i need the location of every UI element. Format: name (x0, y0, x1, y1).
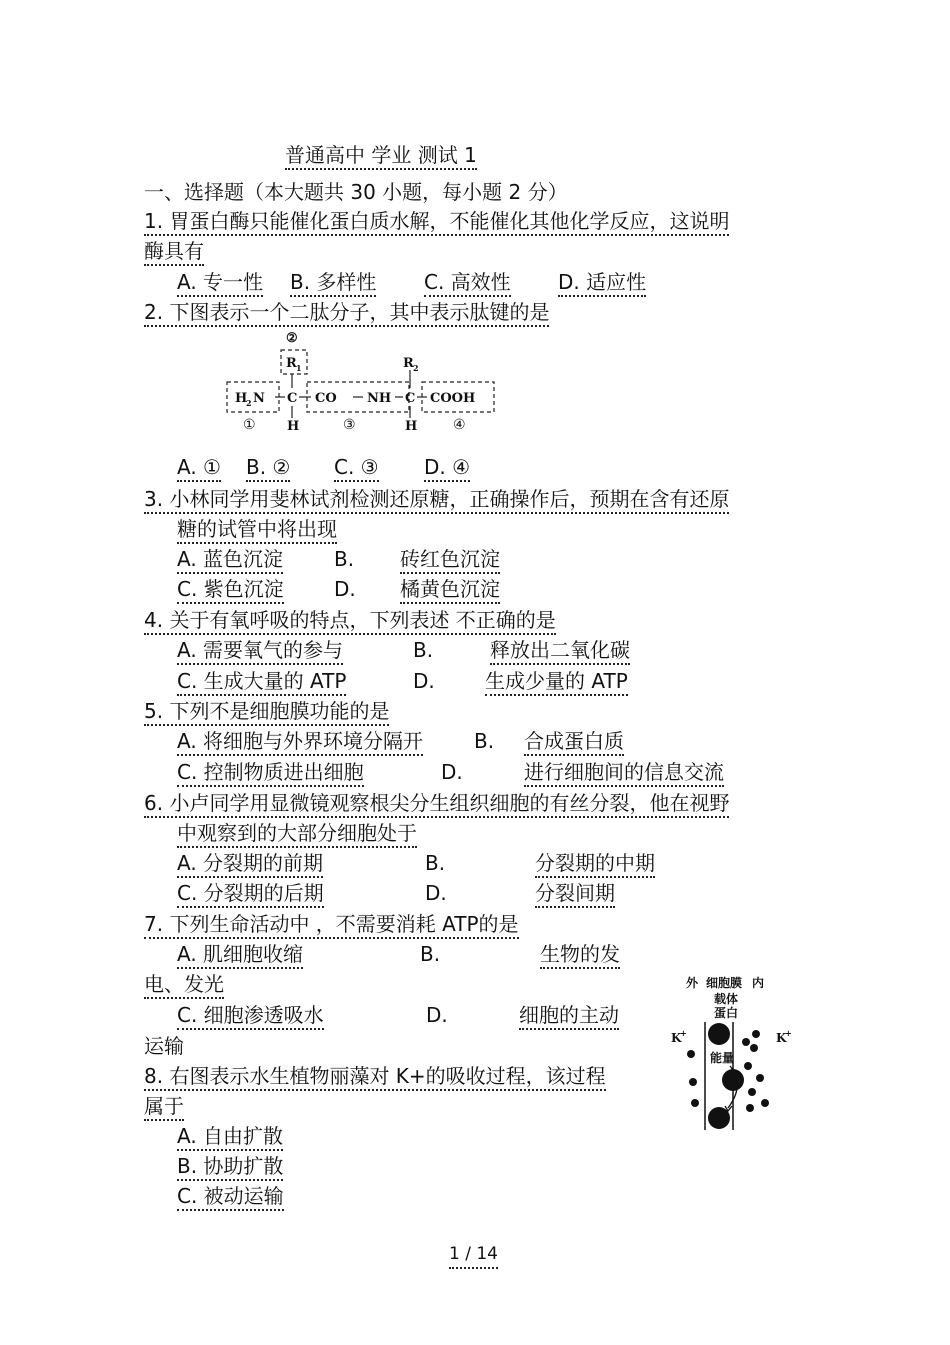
alpha-carbon-2: C (405, 391, 416, 406)
q1-option-c: C. 高效性 (424, 270, 511, 297)
q1-option-a: A. 专一性 (177, 270, 263, 297)
q4-option-c: C. 生成大量的 ATP (177, 669, 346, 696)
label-membrane: 细胞膜 (706, 976, 743, 990)
q7-option-c: C. 细胞渗透吸水 (177, 1003, 324, 1030)
q1-option-b: B. 多样性 (290, 270, 376, 297)
q3-stem-line1: 3. 小林同学用斐林试剂检测还原糖，正确操作后，预期在含有还原 (144, 487, 729, 514)
r2-sub: 2 (413, 363, 419, 373)
h-bottom-1: H (287, 419, 300, 434)
q4-option-b-letter: B. (413, 638, 434, 662)
q1-option-d: D. 适应性 (558, 270, 646, 297)
q3-stem-line2: 糖的试管中将出现 (177, 517, 337, 544)
label-outside: 外 (686, 976, 699, 990)
circled-2: ② (286, 331, 298, 346)
q2-stem: 2. 下图表示一个二肽分子，其中表示肽键的是 (144, 300, 549, 327)
q5-option-c: C. 控制物质进出细胞 (177, 760, 364, 787)
q6-option-b-text: 分裂期的中期 (535, 851, 655, 878)
h2n-n: N (253, 391, 265, 406)
h2n-h: H (235, 391, 248, 406)
label-k-outside-charge: + (680, 1028, 687, 1038)
q3-option-b-text: 砖红色沉淀 (400, 547, 500, 574)
q8-stem-line1: 8. 右图表示水生植物丽藻对 K+的吸收过程，该过程 (144, 1064, 606, 1091)
q6-stem-line1: 6. 小卢同学用显微镜观察根尖分生组织细胞的有丝分裂，他在视野 (144, 791, 729, 818)
q6-option-d-letter: D. (425, 881, 447, 905)
circled-1: ① (243, 417, 256, 433)
q2-option-a: A. ① (177, 455, 221, 482)
q3-option-d-text: 橘黄色沉淀 (400, 577, 500, 604)
label-carrier-1: 载体 (714, 992, 739, 1006)
q3-option-b-letter: B. (334, 547, 355, 571)
q5-option-d-text: 进行细胞间的信息交流 (524, 760, 724, 787)
alpha-carbon-1: C (287, 391, 298, 406)
label-k-inside-charge: + (785, 1028, 792, 1038)
nh-group: NH (367, 391, 392, 406)
dipeptide-diagram (215, 326, 515, 438)
r1-sub: 1 (296, 363, 302, 373)
co-group: CO (315, 391, 337, 406)
q8-option-b: B. 协助扩散 (177, 1154, 283, 1181)
q4-stem: 4. 关于有氧呼吸的特点，下列表述 不正确的是 (144, 608, 556, 635)
circled-3: ③ (343, 417, 356, 433)
q7-option-b-letter: B. (420, 942, 441, 966)
label-inside: 内 (752, 976, 765, 990)
q2-option-d: D. ④ (424, 455, 470, 482)
q5-option-a: A. 将细胞与外界环境分隔开 (177, 729, 423, 756)
cooh-group: COOH (430, 391, 476, 406)
q8-option-a: A. 自由扩散 (177, 1124, 283, 1151)
q3-option-c: C. 紫色沉淀 (177, 577, 284, 604)
q1-stem-line1: 1. 胃蛋白酶只能催化蛋白质水解，不能催化其他化学反应，这说明 (144, 209, 729, 236)
label-k-outside: K (671, 1031, 682, 1045)
q4-option-d-text: 生成少量的 ATP (485, 669, 628, 696)
q6-option-c: C. 分裂期的后期 (177, 881, 324, 908)
circled-4: ④ (453, 417, 466, 433)
h-bottom-2: H (405, 419, 418, 434)
q4-option-a: A. 需要氧气的参与 (177, 638, 343, 665)
q2-option-b: B. ② (246, 455, 290, 482)
q6-stem-line2: 中观察到的大部分细胞处于 (177, 821, 417, 848)
q7-option-d-cont: 运输 (144, 1034, 184, 1058)
q3-option-d-letter: D. (334, 577, 356, 601)
q5-option-d-letter: D. (441, 760, 463, 784)
q8-stem-line2: 属于 (144, 1094, 184, 1121)
page-number: 1 / 14 (449, 1242, 498, 1269)
q7-option-a: A. 肌细胞收缩 (177, 942, 303, 969)
section-heading: 一、选择题（本大题共 30 小题，每小题 2 分） (144, 180, 568, 204)
q4-option-b-text: 释放出二氧化碳 (490, 638, 630, 665)
q7-option-d-letter: D. (426, 1003, 448, 1027)
label-energy: 能量 (710, 1051, 735, 1065)
q8-option-c: C. 被动运输 (177, 1184, 284, 1211)
membrane-transport-figure (668, 970, 798, 1135)
q5-stem: 5. 下列不是细胞膜功能的是 (144, 699, 389, 726)
q7-option-b-text: 生物的发 (540, 942, 620, 969)
q4-option-d-letter: D. (413, 669, 435, 693)
q5-option-b-letter: B. (474, 729, 495, 753)
q6-option-d-text: 分裂间期 (535, 881, 615, 908)
q2-option-c: C. ③ (334, 455, 379, 482)
label-k-inside: K (776, 1031, 787, 1045)
q7-option-d-text: 细胞的主动 (519, 1003, 619, 1030)
q7-stem: 7. 下列生命活动中 ，不需要消耗 ATP的是 (144, 912, 519, 939)
q6-option-a: A. 分裂期的前期 (177, 851, 323, 878)
r1-label: R (286, 356, 297, 371)
label-carrier-2: 蛋白 (714, 1006, 739, 1020)
r2-label: R (403, 356, 414, 371)
q1-stem-line2: 酶具有 (144, 239, 204, 266)
h2n-sub: 2 (246, 398, 252, 408)
page-title: 普通高中 学业 测试 1 (285, 143, 477, 170)
q3-option-a: A. 蓝色沉淀 (177, 547, 283, 574)
q6-option-b-letter: B. (425, 851, 446, 875)
q7-option-b-cont: 电、发光 (144, 972, 224, 999)
q5-option-b-text: 合成蛋白质 (524, 729, 624, 756)
